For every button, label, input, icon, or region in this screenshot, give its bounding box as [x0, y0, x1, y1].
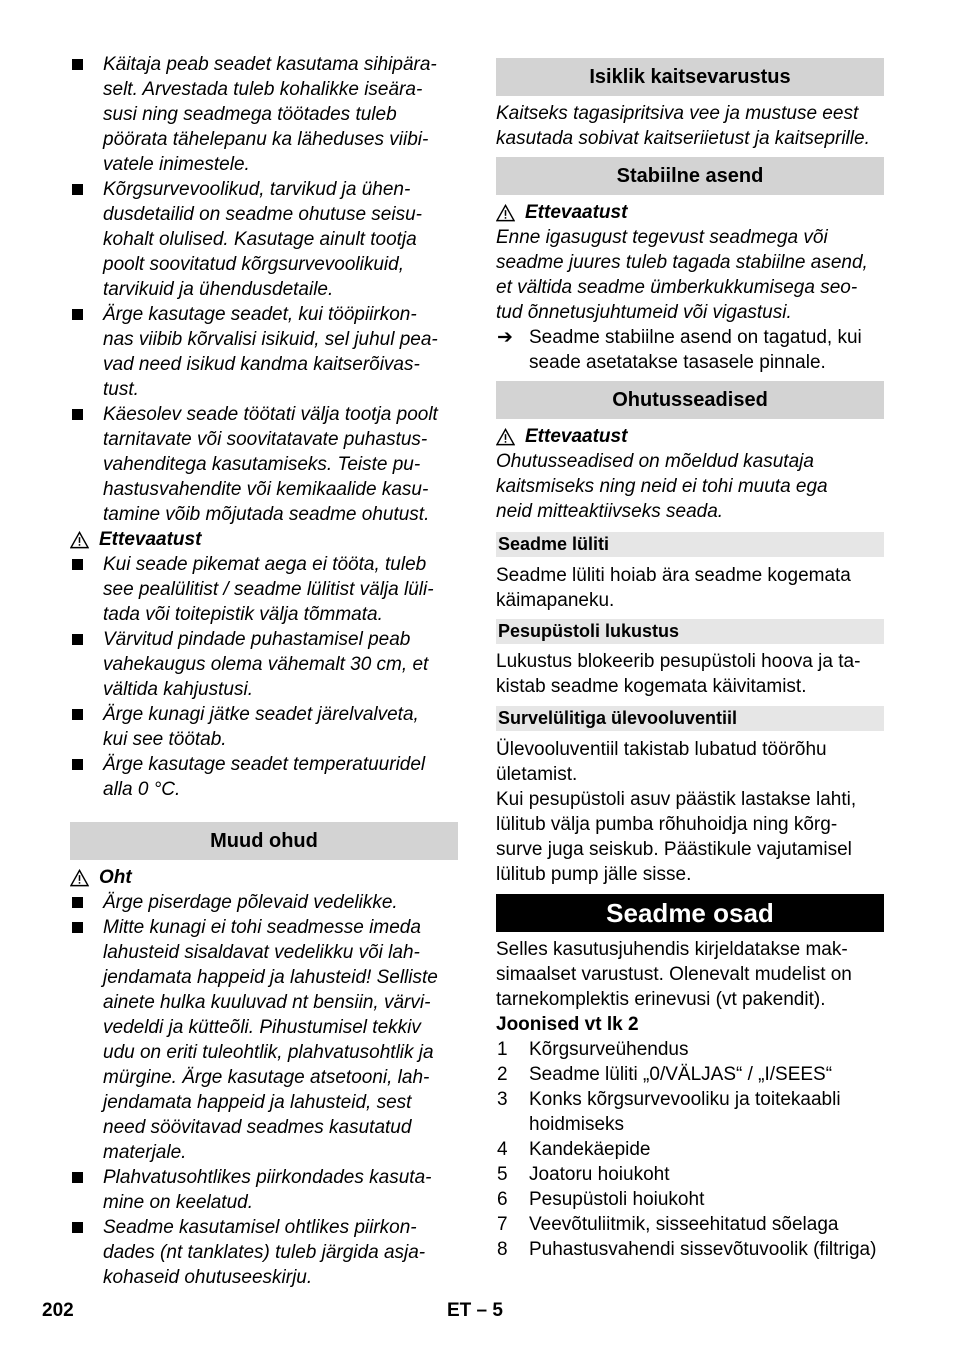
- parts-item-number: 7: [497, 1214, 508, 1235]
- bullet-list-safety: [70, 52, 458, 527]
- parts-item-label: Puhastusvahendi sissevõtuvoolik (filtriga): [529, 1239, 877, 1260]
- warning-ettevaatust-ohutus: [496, 424, 884, 449]
- subheading-lukustus: Pesupüstoli lukustus: [496, 619, 884, 644]
- bullet-item: Kui seade pikemat aega ei tööta, tuleb see pealülitist / seadme lülitist välja lüli- tada või toitepistik välja tõmmata.: [70, 552, 458, 627]
- parts-item-number: 2: [497, 1064, 508, 1085]
- parts-list-item: [496, 1162, 884, 1187]
- bullet-item: Käesolev seade töötati välja tootja poolt tarnitavate või soovitatavate puhastus- vahenditega kasutamiseks. Teiste pu- hastusvahendite või kemikaalide kasu- tamine võib mõjutada seadme ohutust.: [70, 402, 458, 527]
- parts-item-label: Pesupüstoli hoiukoht: [529, 1189, 705, 1210]
- parts-item-number: 6: [497, 1189, 508, 1210]
- parts-item-number: 8: [497, 1239, 508, 1260]
- page-number: 202: [42, 1300, 74, 1321]
- bullet-item: Ärge kunagi jätke seadet järelvalveta, kui see töötab.: [70, 702, 458, 752]
- warning-label: Ettevaatust: [525, 426, 628, 447]
- parts-item-label: Kõrgsurveühendus: [529, 1039, 689, 1060]
- warning-oht: [70, 865, 458, 890]
- bullet-item: Ärge kasutage seadet temperatuuridel alla 0 °C.: [70, 752, 458, 802]
- warning-label: Ettevaatust: [525, 202, 628, 223]
- parts-item-label: Seadme lüliti „0/VÄLJAS“ / „I/SEES“: [529, 1064, 833, 1085]
- parts-list-item: [496, 1187, 884, 1212]
- bullet-item: Ärge piserdage põlevaid vedelikke.: [70, 890, 458, 915]
- warning-ettevaatust: [70, 527, 458, 552]
- warning-triangle-icon: [70, 531, 89, 549]
- chapter-heading-seadme-osad: Seadme osad: [496, 894, 884, 932]
- section-heading-ohutusseadised: Ohutusseadised: [496, 381, 884, 419]
- lukustus-text: Lukustus blokeerib pesupüstoli hoova ja ta- kistab seadme kogemata käivitamist.: [496, 651, 861, 697]
- parts-item-number: 1: [497, 1039, 508, 1060]
- parts-item-label: Konks kõrgsurvevooliku ja toitekaabli hoidmiseks: [529, 1089, 841, 1135]
- stabiilne-text: Enne igasugust tegevust seadmega või seadme juures tuleb tagada stabiilne asend, et vältida seadme ümberkukkumisega seo- tud õnnetusjuhtumeid või vigastusi.: [496, 227, 868, 323]
- parts-item-label: Veevõtuliitmik, sisseehitatud sõelaga: [529, 1214, 839, 1235]
- survel-text-2: Kui pesupüstoli asuv päästik lastakse lahti, lülitub välja pumba rõhuhoidja ning kõrg- surve juga seiskub. Päästikule vajutamisel lülitub pump jälle sisse.: [496, 789, 857, 885]
- parts-list: [496, 1037, 884, 1262]
- parts-item-number: 3: [497, 1089, 508, 1110]
- bullet-item: Plahvatusohtlikes piirkondades kasuta- mine on keelatud.: [70, 1165, 458, 1215]
- ohutus-text: Ohutusseadised on mõeldud kasutaja kaitsmiseks ning neid ei tohi muuta ega neid mitteaktiivseks seada.: [496, 451, 828, 522]
- right-column: [496, 52, 884, 1262]
- arrow-right-icon: ➔: [497, 327, 513, 348]
- bullet-item: Ärge kasutage seadet, kui tööpiirkon- nas viibib kõrvalisi isikuid, sel juhul pea- vad need isikud kandma kaitserõivas- tust.: [70, 302, 458, 402]
- left-column: [70, 52, 458, 1290]
- warning-triangle-icon: [496, 428, 515, 446]
- subheading-survelulitiga: Survelülitiga ülevooluventiil: [496, 706, 884, 731]
- bullet-item: Värvitud pindade puhastamisel peab vahekaugus olema vähemalt 30 cm, et vältida kahjustusi.: [70, 627, 458, 702]
- warning-ettevaatust-stab: [496, 200, 884, 225]
- joonised-label: Joonised vt lk 2: [496, 1014, 639, 1035]
- section-heading-stabiilne: Stabiilne asend: [496, 157, 884, 195]
- parts-list-item: [496, 1212, 884, 1237]
- warning-label: Ettevaatust: [99, 529, 202, 550]
- bullet-item: Käitaja peab seadet kasutama sihipära- selt. Arvestada tuleb kohalikke iseära- susi ning seadmega töötades tuleb pöörata tähelepanu ka läheduses viibi- vatele inimestele.: [70, 52, 458, 177]
- subheading-seadme-luliti: Seadme lüliti: [496, 532, 884, 557]
- parts-item-number: 4: [497, 1139, 508, 1160]
- parts-list-item: [496, 1062, 884, 1087]
- isiklik-text: Kaitseks tagasipritsiva vee ja mustuse eest kasutada sobivat kaitseriietust ja kaitseprille.: [496, 103, 870, 149]
- stabiilne-arrow-item: ➔ Seadme stabiilne asend on tagatud, kui seade asetatakse tasasele pinnale.: [497, 327, 862, 373]
- section-heading-isiklik: Isiklik kaitsevarustus: [496, 58, 884, 96]
- parts-list-item: [496, 1137, 884, 1162]
- bullet-item: Seadme kasutamisel ohtlikes piirkon- dades (nt tanklates) tuleb järgida asja- kohaseid ohutuseeskirju.: [70, 1215, 458, 1290]
- bullet-item: Kõrgsurvevoolikud, tarvikud ja ühen- dusdetailid on seadme ohutuse seisu- kohalt olulised. Kasutage ainult tootja poolt soovitatud kõrgsurvevoolikuid, tarvikuid ja ühendusdetaile.: [70, 177, 458, 302]
- warning-triangle-icon: [70, 869, 89, 887]
- bullet-item: Mitte kunagi ei tohi seadmesse imeda lahusteid sisaldavat vedelikku või lah- jendamata happeid ja lahusteid! Selliste ainete hulka kuuluvad nt bensiin, värvi- vedeldi ja kütteõli. Pihustumisel tekkiv udu on eriti tuleohtlik, plahvatusohtlik ja mürgine. Ärge kasutage atsetooni, lah- jendamata happeid ja lahusteid, sest need söövitavad seadmes kasutatud materjale.: [70, 915, 458, 1165]
- warning-triangle-icon: [496, 204, 515, 222]
- parts-item-label: Kandekäepide: [529, 1139, 651, 1160]
- survel-text-1: Ülevooluventiil takistab lubatud töörõhu ületamist.: [496, 739, 827, 785]
- parts-item-number: 5: [497, 1164, 508, 1185]
- luliti-text: Seadme lüliti hoiab ära seadme kogemata käimapaneku.: [496, 565, 851, 611]
- bullet-list-caution: [70, 552, 458, 802]
- warning-label: Oht: [99, 867, 132, 888]
- footer-section-label: ET – 5: [447, 1300, 503, 1321]
- parts-list-item: [496, 1037, 884, 1062]
- parts-item-label: Joatoru hoiukoht: [529, 1164, 670, 1185]
- section-heading-muud-ohud: Muud ohud: [70, 822, 458, 860]
- parts-list-item: [496, 1237, 884, 1262]
- osad-text: Selles kasutusjuhendis kirjeldatakse mak- simaalset varustust. Olenevalt mudelist on tarnekomplektis erinevusi (vt pakendit).: [496, 939, 852, 1010]
- parts-list-item: [496, 1087, 884, 1137]
- bullet-list-danger: [70, 890, 458, 1290]
